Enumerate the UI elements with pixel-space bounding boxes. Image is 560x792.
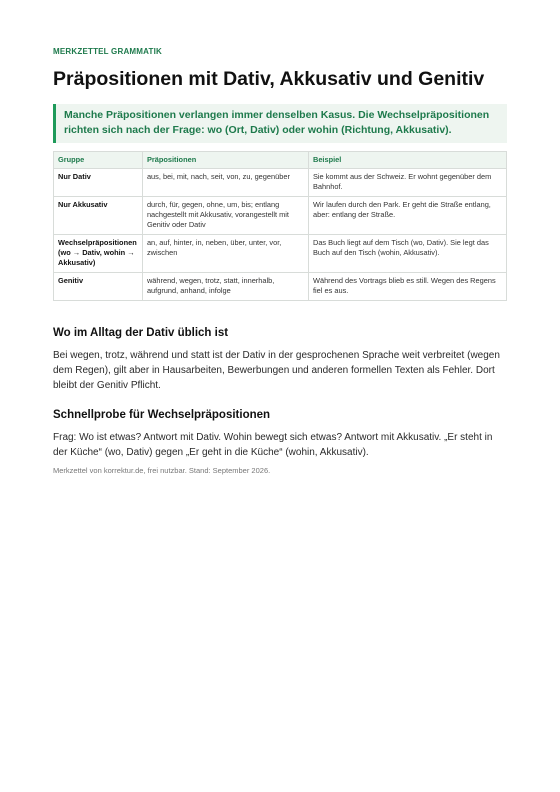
prepositions-table [53, 151, 507, 301]
table-row [54, 273, 507, 301]
table-row [54, 169, 507, 197]
cell-example: Während des Vortrags blieb es still. Wegen des Regens fiel es aus. [308, 273, 506, 301]
kicker-label: MERKZETTEL GRAMMATIK [53, 47, 163, 56]
section-text-schnellprobe: Frag: Wo ist etwas? Antwort mit Dativ. Wohin bewegt sich etwas? Antwort mit Akkusativ. „Er steht in der Küche“ (wo, Dativ) gegen „Er geht in die Küche“ (wohin, Akkusativ). [53, 432, 493, 459]
cell-group: Wechselpräpositionen (wo → Dativ, wohin → Akkusativ) [54, 235, 143, 273]
column-header-group: Gruppe [54, 152, 143, 169]
table-row [54, 197, 507, 235]
cell-prepositions: aus, bei, mit, nach, seit, von, zu, gegenüber [142, 169, 308, 197]
table-row [54, 235, 507, 273]
cell-example: Das Buch liegt auf dem Tisch (wo, Dativ). Sie legt das Buch auf den Tisch (wohin, Akkusativ). [308, 235, 506, 273]
cell-example: Sie kommt aus der Schweiz. Er wohnt gegenüber dem Bahnhof. [308, 169, 506, 197]
cell-prepositions: durch, für, gegen, ohne, um, bis; entlang nachgestellt mit Akkusativ, vorangestellt mit Genitiv oder Dativ [142, 197, 308, 235]
cell-prepositions: an, auf, hinter, in, neben, über, unter, vor, zwischen [142, 235, 308, 273]
cell-group: Nur Akkusativ [54, 197, 143, 235]
page-title: Präpositionen mit Dativ, Akkusativ und Genitiv [53, 68, 485, 90]
intro-callout: Manche Präpositionen verlangen immer denselben Kasus. Die Wechselpräpositionen richten sich nach der Frage: wo (Ort, Dativ) oder wohin (Richtung, Akkusativ). [53, 104, 507, 143]
column-header-example: Beispiel [308, 152, 506, 169]
cell-prepositions: während, wegen, trotz, statt, innerhalb, aufgrund, anhand, infolge [142, 273, 308, 301]
column-header-prepositions: Präpositionen [142, 152, 308, 169]
section-heading-schnellprobe: Schnellprobe für Wechselpräpositionen [53, 409, 271, 422]
section-heading-dativ-alltag: Wo im Alltag der Dativ üblich ist [53, 327, 229, 340]
cell-group: Genitiv [54, 273, 143, 301]
table-header-row [54, 152, 507, 169]
cell-group: Nur Dativ [54, 169, 143, 197]
section-text-dativ-alltag: Bei wegen, trotz, während und statt ist der Dativ in der gesprochenen Sprache weit verbreitet (wegen dem Regen), gilt aber in Hausarbeiten, Bewerbungen und anderen formellen Texten als Fehler. Dort bleibt der Genitiv Pflicht. [53, 350, 500, 392]
footer-note: Merkzettel von korrektur.de, frei nutzbar. Stand: September 2026. [53, 466, 271, 476]
cell-example: Wir laufen durch den Park. Er geht die Straße entlang, aber: entlang der Straße. [308, 197, 506, 235]
